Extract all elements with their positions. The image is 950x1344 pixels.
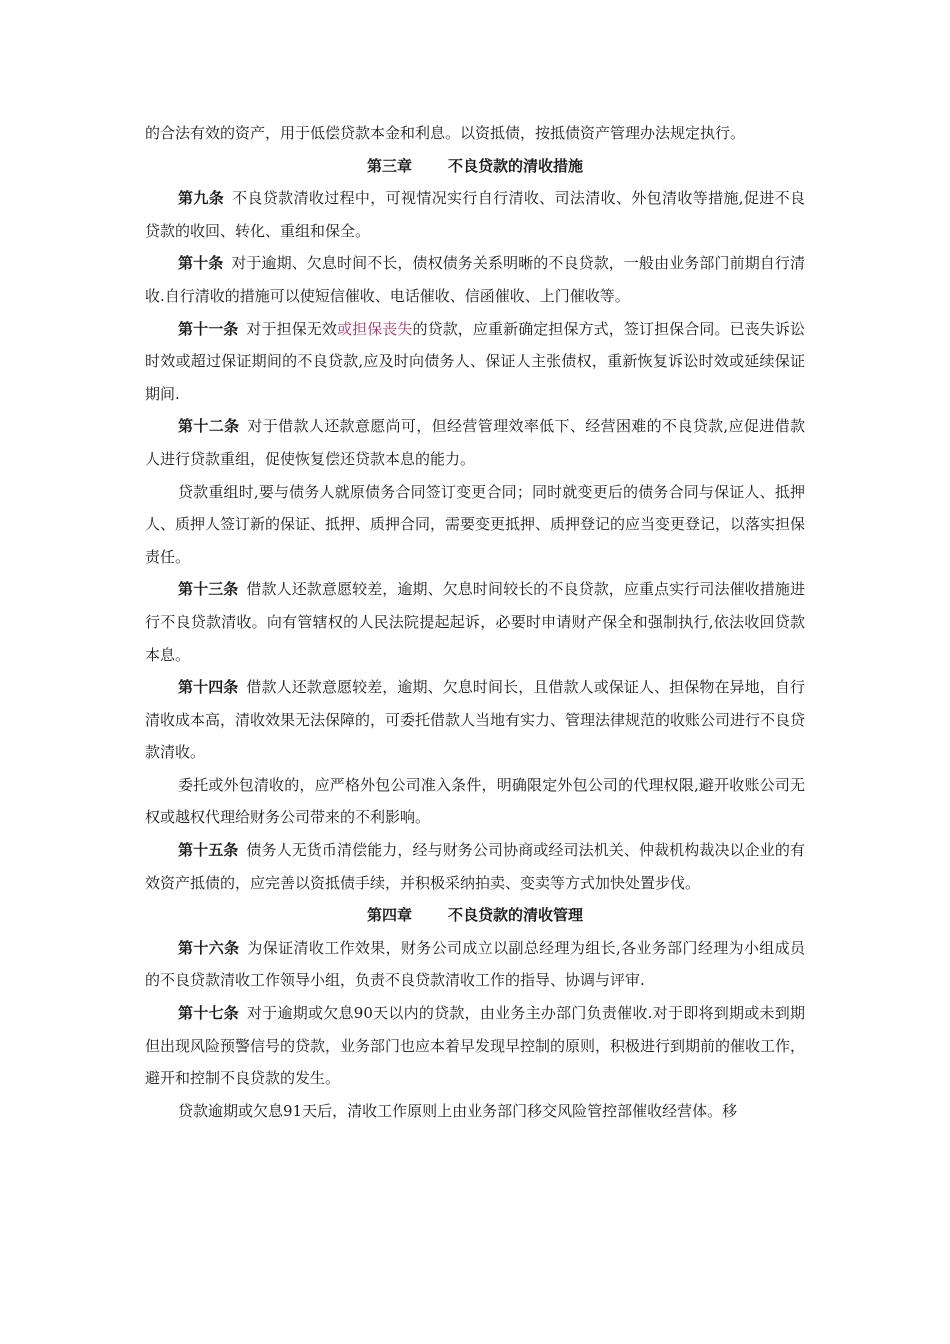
chapter-3-heading [145, 150, 805, 183]
article-text: 对于担保无效 [246, 319, 337, 338]
article-12 [145, 410, 805, 475]
article-12-paragraph-2: 贷款重组时,要与债务人就原债务合同签订变更合同；同时就变更后的债务合同与保证人、抵押人、质押人签订新的保证、抵押、质押合同，需要变更抵押、质押登记的应当变更登记，以落实担保责任。 [145, 482, 806, 566]
chapter-title: 不良贷款的清收措施 [448, 156, 584, 175]
article-14 [145, 671, 805, 769]
article-label: 第十六条 [178, 938, 240, 957]
article-label: 第十五条 [178, 841, 239, 860]
article-11 [145, 313, 805, 411]
article-17 [145, 997, 805, 1095]
article-14-paragraph-2: 委托或外包清收的，应严格外包公司准入条件，明确限定外包公司的代理权限,避开收账公司无权或越权代理给财务公司带来的不利影响。 [145, 775, 805, 827]
article-text: 借款人还款意愿较差，逾期、欠息时间长，且借款人或保证人、担保物在异地，自行清收成本高，清收效果无法保障的，可委托借款人当地有实力、管理法律规范的收账公司进行不良贷款清收。 [145, 678, 806, 762]
article-15 [145, 834, 805, 899]
article-text: 借款人还款意愿较差，逾期、欠息时间较长的不良贷款，应重点实行司法催收措施进行不良贷款清收。向有管辖权的人民法院提起起诉，必要时申请财产保全和强制执行,依法收回贷款本息。 [145, 580, 805, 664]
article-label: 第九条 [178, 189, 225, 208]
article-text: 对于逾期、欠息时间不长，债权债务关系明晰的不良贷款，一般由业务部门前期自行清收.自行清收的措施可以使短信催收、电话催收、信函催收、上门催收等。 [145, 254, 805, 305]
article-text: 对于借款人还款意愿尚可，但经营管理效率低下、经营困难的不良贷款,应促进借款人进行贷款重组，促使恢复偿还贷款本息的能力。 [145, 417, 805, 468]
chapter-title: 不良贷款的清收管理 [448, 906, 584, 925]
article-label: 第十一条 [178, 319, 239, 338]
article-label: 第十三条 [178, 580, 239, 599]
article-9 [145, 182, 805, 247]
article-text: 的贷款，应重新确定担保方式，签订担保合同。已丧失诉讼时效或超过保证期间的不良贷款,应及时向债务人、保证人主张债权，重新恢复诉讼时效或延续保证期间. [145, 319, 805, 403]
article-label: 第十二条 [178, 417, 240, 436]
article-label: 第十四条 [178, 678, 239, 697]
document-body [145, 117, 805, 1127]
article-17-paragraph-2: 贷款逾期或欠息91天后，清收工作原则上由业务部门移交风险管控部催收经营体。移 [178, 1101, 738, 1120]
article-text: 对于逾期或欠息90天以内的贷款，由业务主办部门负责催收.对于即将到期或未到期但出现风险预警信号的贷款，业务部门也应本着早发现早控制的原则，积极进行到期前的催收工作，避开和控制不良贷款的发生。 [145, 1004, 806, 1088]
chapter-number: 第四章 [366, 906, 412, 925]
article-label: 第十七条 [178, 1004, 240, 1023]
article-label: 第十条 [178, 254, 224, 273]
article-10 [145, 247, 805, 312]
highlighted-text: 或担保丧失 [337, 319, 413, 338]
article-16 [145, 932, 805, 997]
paragraph-continued: 的合法有效的资产，用于低偿贷款本金和利息。以资抵债，按抵债资产管理办法规定执行。 [145, 124, 746, 142]
article-13 [145, 573, 805, 671]
article-text: 债务人无货币清偿能力，经与财务公司协商或经司法机关、仲裁机构裁决以企业的有效资产抵债的，应完善以资抵债手续，并积极采纳拍卖、变卖等方式加快处置步伐。 [145, 841, 805, 892]
chapter-number: 第三章 [366, 156, 412, 175]
article-text: 为保证清收工作效果，财务公司成立以副总经理为组长,各业务部门经理为小组成员的不良贷款清收工作领导小组，负责不良贷款清收工作的指导、协调与评审. [145, 938, 805, 990]
article-text: 不良贷款清收过程中，可视情况实行自行清收、司法清收、外包清收等措施,促进不良贷款的收回、转化、重组和保全。 [145, 189, 805, 240]
chapter-4-heading [145, 899, 805, 932]
